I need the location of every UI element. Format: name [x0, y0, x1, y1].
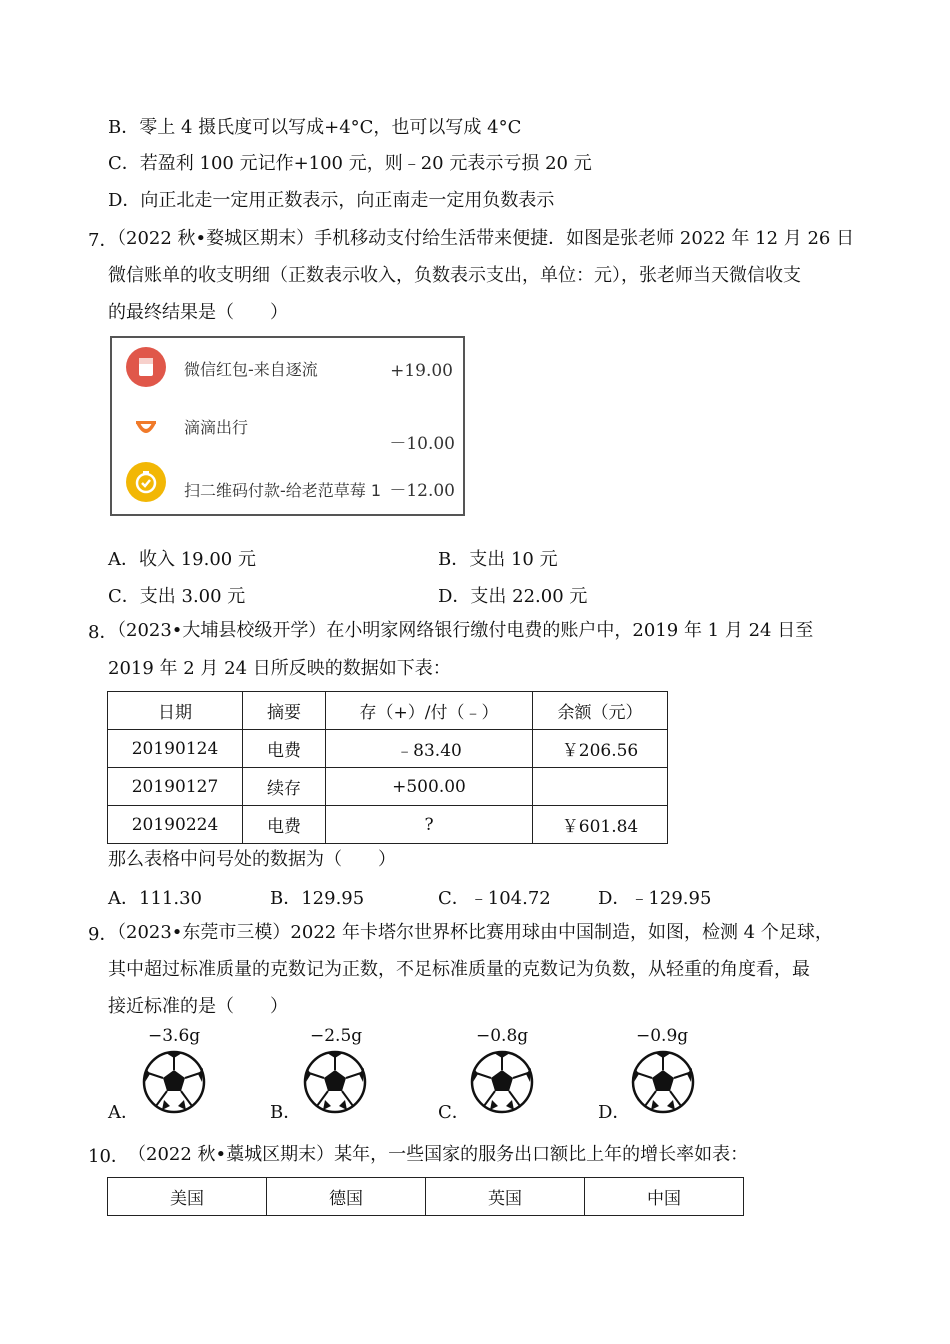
- q8-number: 8．: [88, 622, 118, 643]
- ball-mass-label: −0.9g: [636, 1026, 689, 1046]
- ball-mass-label: −0.8g: [476, 1026, 529, 1046]
- table-row: [108, 730, 668, 768]
- q9-text-line1: （2023•东莞市三模）2022 年卡塔尔世界杯比赛用球由中国制造，如图，检测 4 个足球，: [108, 922, 833, 943]
- q7-option-b: B．支出 10 元: [438, 549, 558, 570]
- q9-number: 9．: [88, 924, 118, 945]
- table-cell: ﹣83.40: [326, 730, 533, 768]
- ball-option-label: B．: [270, 1102, 302, 1123]
- q7-option-a: A．收入 19.00 元: [108, 549, 256, 570]
- table-header-row: [108, 1178, 744, 1216]
- table-cell: ￥601.84: [533, 806, 668, 844]
- table-cell: 20190127: [108, 768, 243, 806]
- electricity-table: [107, 691, 668, 844]
- bill-row-name: 扫二维码付款-给老范草莓 1: [184, 481, 382, 500]
- table-cell: +500.00: [326, 768, 533, 806]
- q10-text-line1: （2022 秋•藁城区期末）某年，一些国家的服务出口额比上年的增长率如表：: [128, 1144, 749, 1165]
- q9-text-line3: 接近标准的是（ ）: [108, 996, 288, 1017]
- ball-option-label: D．: [598, 1102, 631, 1123]
- q8-question: 那么表格中问号处的数据为（ ）: [108, 849, 396, 870]
- soccer-ball-icon: [470, 1050, 534, 1114]
- bill-row-name: 滴滴出行: [184, 418, 249, 437]
- table-cell: ?: [326, 806, 533, 844]
- q8-option-d: D．﹣129.95: [598, 888, 712, 909]
- table-cell: 20190224: [108, 806, 243, 844]
- table-header-cell: 存（+）/付（﹣）: [326, 692, 533, 730]
- table-cell: 电费: [243, 730, 326, 768]
- bill-row-amount: +19.00: [390, 361, 453, 381]
- table-header-cell: 日期: [108, 692, 243, 730]
- q7-text-line3: 的最终结果是（ ）: [108, 302, 288, 323]
- q9-text-line2: 其中超过标准质量的克数记为正数，不足标准质量的克数记为负数，从轻重的角度看，最: [108, 959, 810, 980]
- growth-rate-table: [107, 1177, 744, 1216]
- soccer-ball-icon: [142, 1050, 206, 1114]
- table-cell: 20190124: [108, 730, 243, 768]
- q8-option-c: C．﹣104.72: [438, 888, 551, 909]
- table-header-cell: 德国: [267, 1178, 426, 1216]
- table-header-cell: 中国: [585, 1178, 744, 1216]
- bill-row-amount: －12.00: [389, 481, 455, 501]
- table-header-cell: 美国: [108, 1178, 267, 1216]
- bill-row: [112, 403, 463, 453]
- q6-option-c: C．若盈利 100 元记作+100 元，则﹣20 元表示亏损 20 元: [108, 153, 592, 174]
- q8-option-a: A．111.30: [108, 888, 202, 909]
- table-row: [108, 768, 668, 806]
- ball-option-label: C．: [438, 1102, 470, 1123]
- bill-row-amount: －10.00: [389, 434, 455, 454]
- table-header-cell: 英国: [426, 1178, 585, 1216]
- table-header-row: [108, 692, 668, 730]
- soccer-ball-icon: [631, 1050, 695, 1114]
- wechat-bill-card: [110, 336, 465, 516]
- bill-row-name: 微信红包-来自逐流: [184, 360, 318, 379]
- soccer-ball-icon: [303, 1050, 367, 1114]
- q6-option-b: B．零上 4 摄氏度可以写成+4°C，也可以写成 4°C: [108, 117, 522, 138]
- didi-icon: [126, 407, 166, 447]
- table-header-cell: 摘要: [243, 692, 326, 730]
- bill-row: [112, 460, 463, 510]
- q6-option-d: D．向正北走一定用正数表示，向正南走一定用负数表示: [108, 190, 555, 211]
- ball-mass-label: −3.6g: [148, 1026, 201, 1046]
- q7-option-c: C．支出 3.00 元: [108, 586, 246, 607]
- table-header-cell: 余额（元）: [533, 692, 668, 730]
- ball-mass-label: −2.5g: [310, 1026, 363, 1046]
- bill-row: [112, 343, 463, 393]
- table-row: [108, 806, 668, 844]
- q7-number: 7．: [88, 230, 118, 251]
- table-cell: ￥206.56: [533, 730, 668, 768]
- scan-pay-icon: [126, 462, 166, 502]
- red-packet-icon: [126, 347, 166, 387]
- table-cell: 电费: [243, 806, 326, 844]
- q8-text-line2: 2019 年 2 月 24 日所反映的数据如下表：: [108, 658, 451, 679]
- table-cell: 续存: [243, 768, 326, 806]
- q7-text-line1: （2022 秋•婺城区期末）手机移动支付给生活带来便捷．如图是张老师 2022 年 12 月 26 日: [108, 228, 855, 249]
- q8-text-line1: （2023•大埔县校级开学）在小明家网络银行缴付电费的账户中，2019 年 1 月 24 日至: [108, 620, 814, 641]
- q7-text-line2: 微信账单的收支明细（正数表示收入，负数表示支出，单位：元），张老师当天微信收支: [108, 265, 801, 286]
- table-cell: [533, 768, 668, 806]
- q7-option-d: D．支出 22.00 元: [438, 586, 588, 607]
- ball-option-label: A．: [108, 1102, 139, 1123]
- q8-option-b: B．129.95: [270, 888, 365, 909]
- q10-number: 10．: [88, 1146, 129, 1167]
